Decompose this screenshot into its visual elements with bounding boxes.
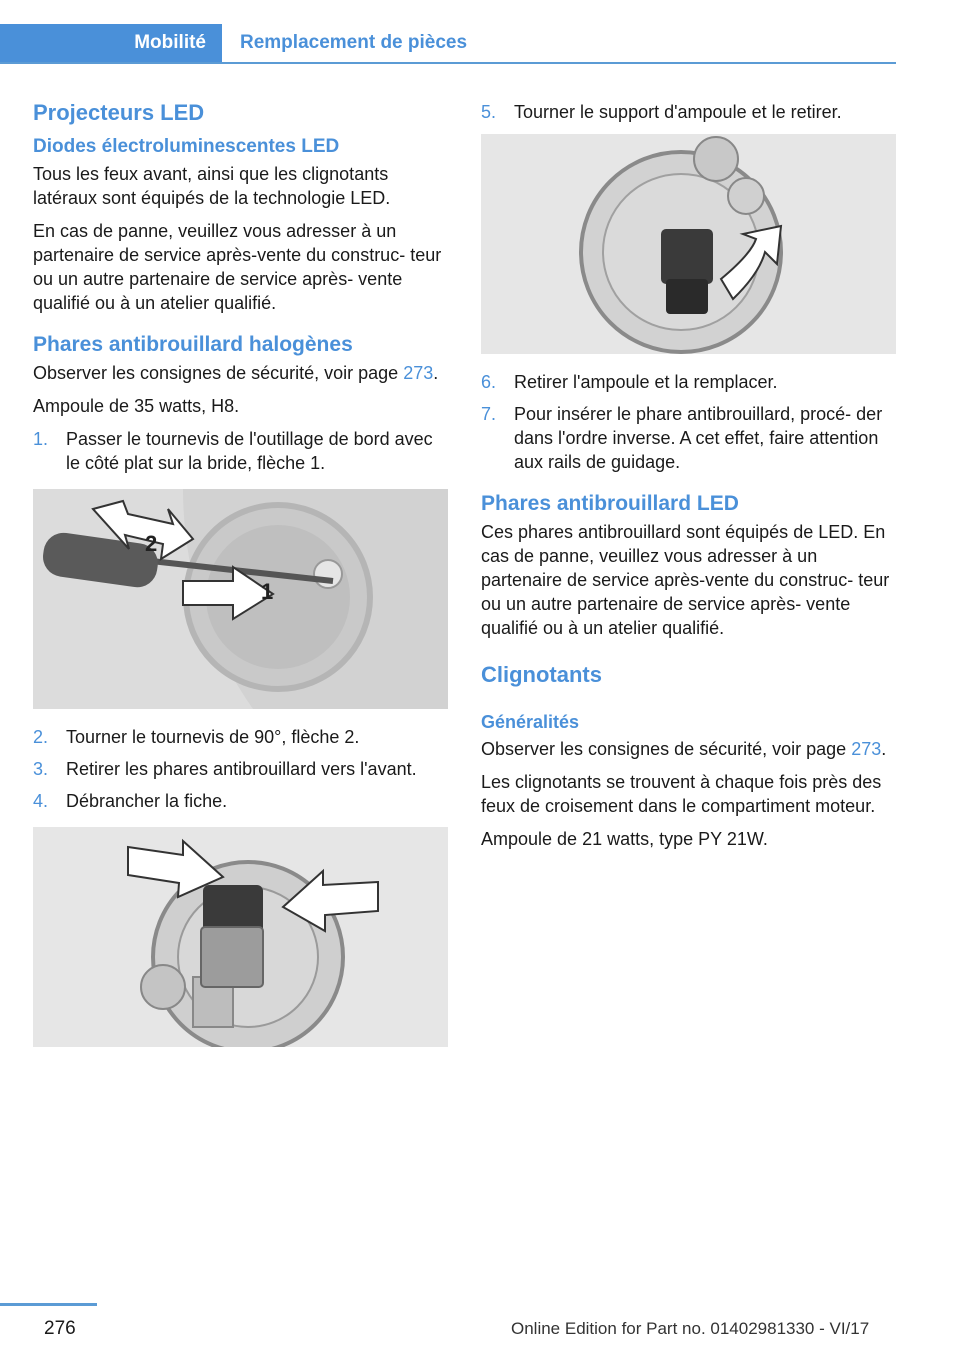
tab-mobilite[interactable]: Mobilité [0,24,222,62]
right-column [481,100,896,860]
step-text: Débrancher la fiche. [66,791,228,811]
step-list-2 [33,725,448,813]
heading-projecteurs-led: Projecteurs LED [33,100,205,125]
step-text: Tourner le support d'ampoule et le retirer. [514,102,842,122]
heading-phares-halogenes: Phares antibrouillard halogènes [33,333,353,356]
paragraph-diodes-2: En cas de panne, veuillez vous adresser à un partenaire de service après-vente du construc- teur ou un autre partenaire de service après- vente qualifié ou à un atelier qualifié. [33,221,442,313]
paragraph-observer-right [481,737,896,761]
step-text: Retirer l'ampoule et la remplacer. [514,372,778,392]
heading-generalites: Généralités [481,712,580,732]
observer-end: . [433,363,439,383]
page-header [0,24,896,64]
arrow-label-1: 1 [261,579,274,604]
tab-remplacement-de-pieces[interactable]: Remplacement de pièces [240,32,468,53]
observer-text: Observer les consignes de sécurité, voir page [33,363,404,383]
paragraph-ampoule-h8: Ampoule de 35 watts, H8. [33,396,240,416]
step-item [33,789,448,813]
heading-diodes-led: Diodes électroluminescentes LED [33,136,340,157]
step-number: 4. [33,791,49,811]
step-number: 2. [33,727,49,747]
step-item [481,370,896,394]
arrow-label-2: 2 [145,531,158,556]
plug-illustration [33,827,448,1047]
step-list-3 [481,100,896,124]
step-number: 7. [481,404,497,424]
paragraph-observer-left [33,361,448,385]
page-link-273[interactable]: 273 [403,363,434,383]
step-item [33,757,448,781]
step-item [33,725,448,749]
step-number: 1. [33,429,49,449]
step-text: Retirer les phares antibrouillard vers l'avant. [66,759,417,779]
step-item [481,402,896,474]
paragraph-clignotants: Les clignotants se trouvent à chaque fois près des feux de croisement dans le compartiment moteur. [481,772,882,816]
heading-phares-led: Phares antibrouillard LED [481,492,739,515]
step-list-4 [481,370,896,474]
step-text: Tourner le tournevis de 90°, flèche 2. [66,727,360,747]
heading-clignotants: Clignotants [481,662,602,687]
step-number: 6. [481,372,497,392]
figure-bulb-holder [481,134,896,354]
left-column [33,100,448,1063]
screwdriver-illustration [33,489,448,709]
step-number: 5. [481,102,497,122]
observer-text: Observer les consignes de sécurité, voir page [481,739,852,759]
footer-rule [0,1303,97,1306]
paragraph-diodes-1: Tous les feux avant, ainsi que les clignotants latéraux sont équipés de la technologie LED. [33,164,391,208]
edition-note: Online Edition for Part no. 01402981330 - VI/17 [511,1319,870,1338]
step-item [33,427,448,475]
figure-connector-plug [33,827,448,1047]
page-number: 276 [44,1318,76,1339]
step-list-1 [33,427,448,475]
paragraph-ampoule-py21w: Ampoule de 21 watts, type PY 21W. [481,829,768,849]
page-link-273[interactable]: 273 [851,739,882,759]
paragraph-phares-led: Ces phares antibrouillard sont équipés de LED. En cas de panne, veuillez vous adresser à un partenaire de service après-vente du construc- teur ou un autre partenaire de service après- vente qualifié ou à un atelier qualifié. [481,522,890,638]
step-item [481,100,896,124]
observer-end: . [881,739,887,759]
figure-screwdriver-flange [33,489,448,709]
step-number: 3. [33,759,49,779]
bulb-holder-illustration [481,134,896,354]
step-text: Pour insérer le phare antibrouillard, procé- der dans l'ordre inverse. A cet effet, faire attention aux rails de guidage. [514,404,883,472]
step-text: Passer le tournevis de l'outillage de bord avec le côté plat sur la bride, flèche 1. [66,429,433,473]
